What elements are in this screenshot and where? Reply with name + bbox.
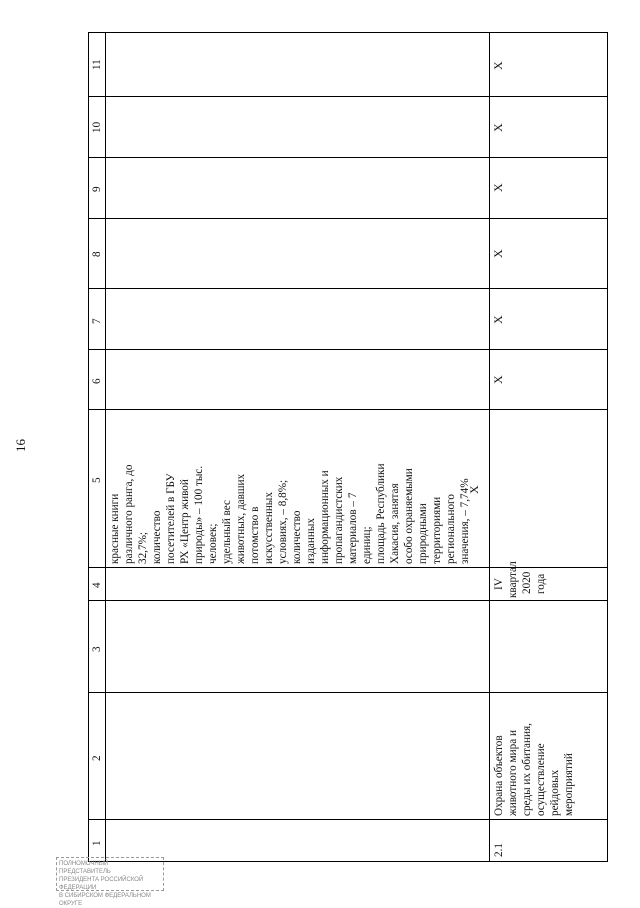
criteria-line: животных, давших [235, 473, 247, 564]
column-header-10: 10 [91, 121, 103, 133]
activity-title-line: мероприятий [563, 753, 575, 816]
criteria-line: Хакасия, занятая [389, 483, 401, 564]
period-line: 2020 [521, 571, 533, 594]
criteria-line: информационных и [319, 470, 331, 564]
column-header-11: 11 [91, 59, 103, 70]
criteria-line: площадь Республики [375, 463, 387, 564]
criteria-line: пропагандистских [333, 476, 345, 564]
column-header-2: 2 [91, 755, 103, 761]
activity-title-line: рейдовых [549, 769, 561, 816]
table-border-top [88, 32, 608, 33]
activity-title-line: животного мира и [507, 730, 519, 816]
criteria-line: красные книги [109, 493, 121, 564]
registration-stamp [56, 857, 164, 907]
column-header-9: 9 [91, 186, 103, 192]
criteria-line: единиц; [361, 526, 373, 564]
activity-title-line: Охрана объектов [493, 735, 505, 816]
row-number: 2.1 [493, 843, 505, 857]
cell-col5-mark: Х [467, 485, 481, 494]
criteria-line: искусственных [263, 492, 275, 564]
table [88, 32, 608, 862]
period-line: года [535, 573, 547, 594]
column-separator-5-6 [88, 409, 608, 410]
criteria-line: различного ранга, до [123, 464, 135, 564]
activity-title-line: осуществление [535, 743, 547, 816]
criteria-line: природы» – 100 тыс. [193, 465, 205, 564]
cell-col6-mark: Х [491, 375, 505, 384]
period-line: квартал [507, 561, 519, 598]
column-header-3: 3 [91, 646, 103, 652]
criteria-line: изданных [305, 518, 317, 564]
criteria-line: материалов – 7 [347, 492, 359, 564]
criteria-line: посетителей в ГБУ [165, 473, 177, 564]
column-separator-9-10 [88, 157, 608, 158]
cell-col8-mark: Х [491, 249, 505, 258]
cell-col10-mark: Х [491, 123, 505, 132]
criteria-line: условиях, – 8,8%; [277, 479, 289, 564]
column-header-6: 6 [91, 378, 103, 384]
cell-col11-mark: Х [491, 61, 505, 70]
column-separator-3-4 [88, 600, 608, 601]
criteria-line: удельный вес [221, 500, 233, 564]
column-header-7: 7 [91, 318, 103, 324]
criteria-line: количество [151, 510, 163, 564]
column-separator-7-8 [88, 288, 608, 289]
page-number: 16 [13, 439, 28, 452]
column-header-1: 1 [91, 840, 103, 846]
column-header-5: 5 [91, 477, 103, 483]
cell-col7-mark: Х [491, 315, 505, 324]
activity-title-line: среды их обитания, [521, 723, 533, 816]
criteria-line: РХ «Центр живой [179, 479, 191, 564]
criteria-line: особо охраняемыми [403, 468, 415, 564]
criteria-line: территориями [431, 496, 443, 564]
column-header-4: 4 [91, 582, 103, 588]
criteria-line: 32,7%; [137, 531, 149, 564]
criteria-line: значения, – 7,74% [459, 478, 471, 564]
stamp-line: ПРЕЗИДЕНТА РОССИЙСКОЙ ФЕДЕРАЦИИ [59, 877, 144, 891]
column-separator-1-2 [88, 819, 608, 820]
stamp-line: В СИБИРСКОМ ФЕДЕРАЛЬНОМ ОКРУГЕ [59, 893, 151, 907]
criteria-line: природными [417, 503, 429, 564]
column-separator-6-7 [88, 349, 608, 350]
column-separator-4-5 [88, 567, 608, 568]
criteria-line: человек; [207, 523, 219, 564]
criteria-line: регионального [445, 494, 457, 564]
column-separator-8-9 [88, 218, 608, 219]
stamp-line: ПОЛНОМОЧНЫЙ ПРЕДСТАВИТЕЛЬ [59, 861, 111, 875]
criteria-line: количество [291, 510, 303, 564]
criteria-line: потомство в [249, 506, 261, 564]
column-header-8: 8 [91, 251, 103, 257]
cell-col9-mark: Х [491, 183, 505, 192]
table-border-bottom [88, 861, 608, 862]
column-separator-10-11 [88, 96, 608, 97]
period-line: IV [493, 578, 505, 590]
column-separator-2-3 [88, 692, 608, 693]
